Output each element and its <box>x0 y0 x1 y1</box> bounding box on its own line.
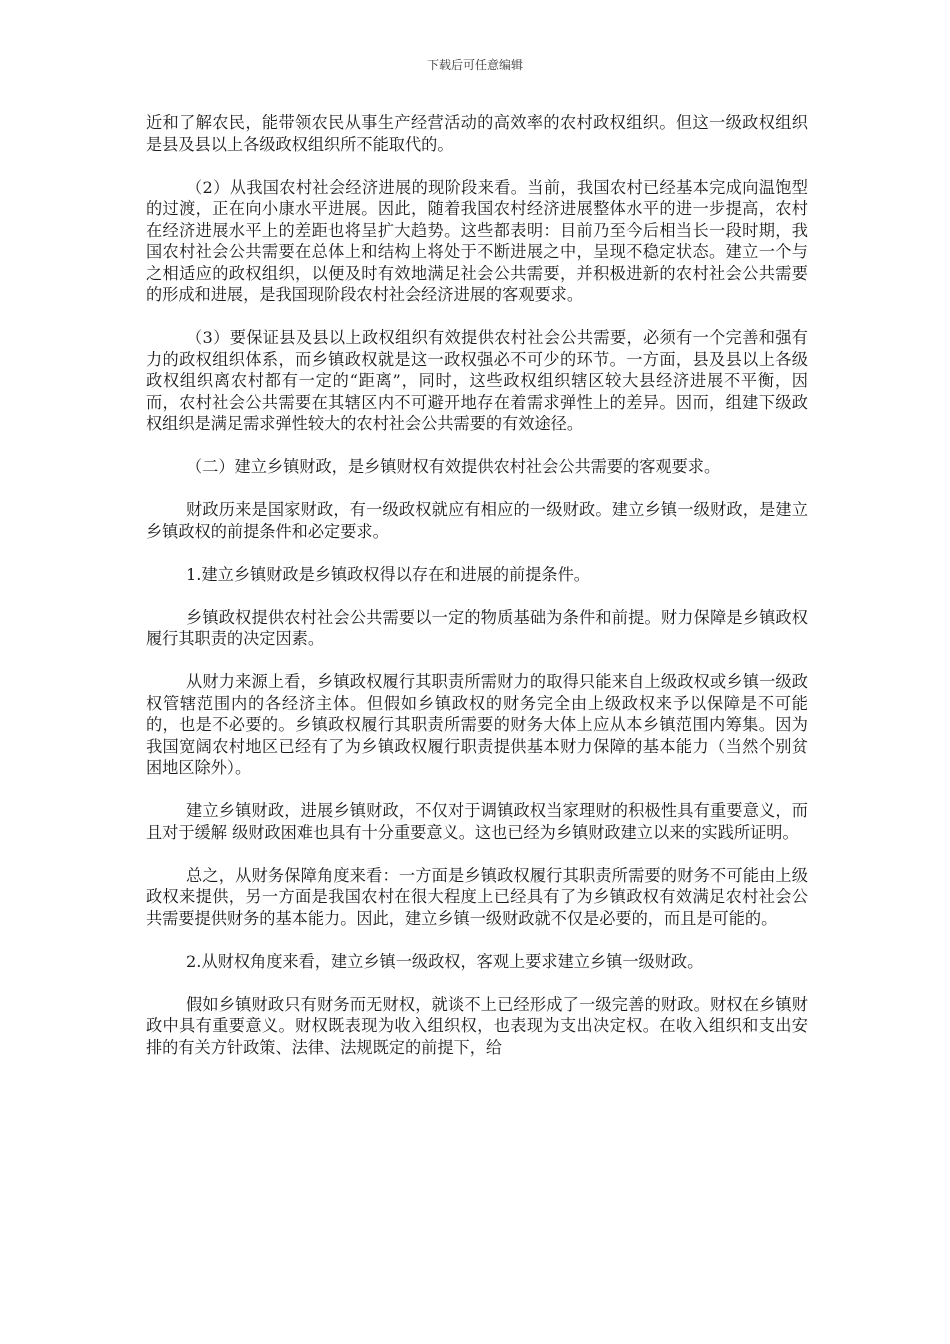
document-body <box>146 112 808 1080</box>
paragraph: （3）要保证县及县以上政权组织有效提供农村社会公共需要，必须有一个完善和强有力的政权组织体系，而乡镇政权就是这一政权强必不可少的环节。一方面，县及县以上各级政权组织离农村都有一定的“距离”，同时，这些政权组织辖区较大县经济进展不平衡，因而，农村社会公共需要在其辖区内不可避开地存在着需求弹性上的差异。因而，组建下级政权组织是满足需求弹性较大的农村社会公共需要的有效途径。 <box>146 328 808 433</box>
paragraph: 从财力来源上看，乡镇政权履行其职责所需财力的取得只能来自上级政权或乡镇一级政权管辖范围内的各经济主体。但假如乡镇政权的财务完全由上级政权来予以保障是不可能的，也是不必要的。乡镇政权履行其职责所需要的财务大体上应从本乡镇范围内筹集。因为我国宽阔农村地区已经有了为乡镇政权履行职责提供基本财力保障的基本能力（当然个别贫困地区除外）。 <box>146 672 808 777</box>
paragraph: 总之，从财务保障角度来看：一方面是乡镇政权履行其职责所需要的财务不可能由上级政权来提供，另一方面是我国农村在很大程度上已经具有了为乡镇政权有效满足农村社会公共需要提供财务的基本能力。因此，建立乡镇一级财政就不仅是必要的，而且是可能的。 <box>146 865 808 928</box>
paragraph: 假如乡镇财政只有财务而无财权，就谈不上已经形成了一级完善的财政。财权在乡镇财政中具有重要意义。财权既表现为收入组织权，也表现为支出决定权。在收入组织和支出安排的有关方针政策、法律、法规既定的前提下，给 <box>146 994 808 1057</box>
subsection-heading: 2.从财权角度来看，建立乡镇一级政权，客观上要求建立乡镇一级财政。 <box>186 951 704 971</box>
paragraph: 乡镇政权提供农村社会公共需要以一定的物质基础为条件和前提。财力保障是乡镇政权履行其职责的决定因素。 <box>146 607 808 648</box>
paragraph: 财政历来是国家财政，有一级政权就应有相应的一级财政。建立乡镇一级财政，是建立乡镇政权的前提条件和必定要求。 <box>146 500 808 541</box>
section-heading: （二）建立乡镇财政，是乡镇财权有效提供农村社会公共需要的客观要求。 <box>186 457 721 476</box>
paragraph: 建立乡镇财政，进展乡镇财政，不仅对于调镇政权当家理财的积极性具有重要意义，而且对于缓解 级财政困难也具有十分重要意义。这也已经为乡镇财政建立以来的实践所证明。 <box>146 801 808 842</box>
paragraph: 近和了解农民，能带领农民从事生产经营活动的高效率的农村政权组织。但这一级政权组织是县及县以上各级政权组织所不能取代的。 <box>146 113 808 154</box>
subsection-heading: 1.建立乡镇财政是乡镇政权得以存在和进展的前提条件。 <box>186 564 590 584</box>
paragraph: （2）从我国农村社会经济进展的现阶段来看。当前，我国农村已经基本完成向温饱型的过渡，正在向小康水平进展。因此，随着我国农村经济进展整体水平的进一步提高，农村在经济进展水平上的差距也将呈扩大趋势。这些都表明：目前乃至今后相当长一段时期，我国农村社会公共需要在总体上和结构上将处于不断进展之中，呈现不稳定状态。建立一个与之相适应的政权组织，以便及时有效地满足社会公共需要，并积极进新的农村社会公共需要的形成和进展，是我国现阶段农村社会经济进展的客观要求。 <box>146 177 808 304</box>
page-header: 下载后可任意编辑 <box>426 58 523 72</box>
